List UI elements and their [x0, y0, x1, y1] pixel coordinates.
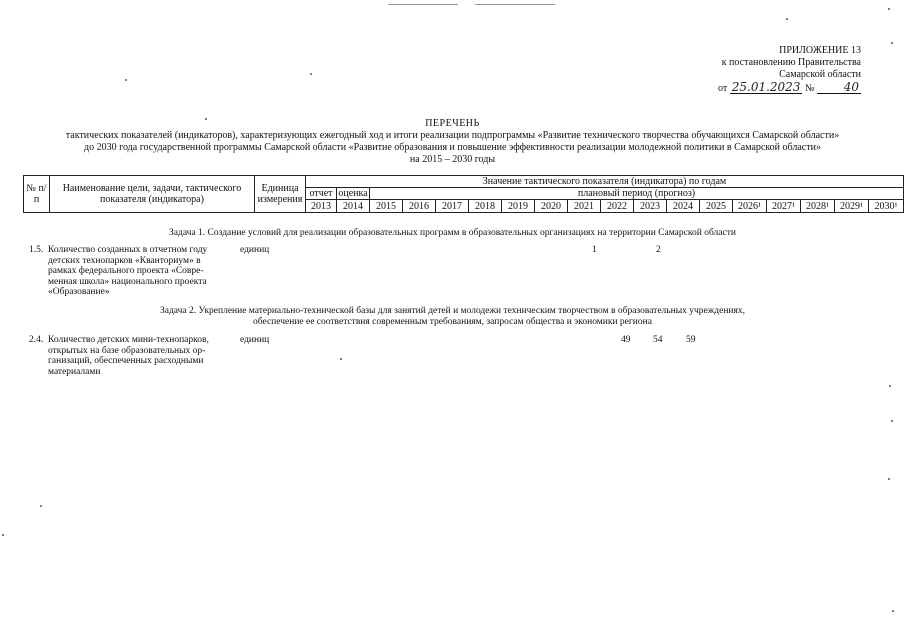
scan-speck: [888, 478, 890, 480]
scan-speck: [891, 42, 893, 44]
row-2-4-name-line: ганизаций, обеспеченных расходными: [48, 356, 204, 366]
scan-artifact-line: [388, 4, 458, 5]
col-header-unit: Единица измерения: [255, 176, 306, 213]
row-2-4-num: 2.4.: [29, 335, 44, 345]
scan-speck: [888, 8, 890, 10]
document-subtitle-2: до 2030 года государственной программы Самарской области «Развитие образования и повышение эффективности реализации молодежной политики в Самарской области»: [84, 142, 821, 153]
year-2029: 2029¹: [835, 200, 869, 213]
year-2017: 2017: [436, 200, 469, 213]
row-1-5-name: [48, 245, 233, 298]
row-2-4-value-2024: 54: [653, 335, 663, 345]
row-1-5-name-line: «Образование»: [48, 287, 110, 297]
date-prefix: от: [717, 83, 728, 94]
row-1-5-name-line: Количество созданных в отчетном году: [48, 245, 208, 255]
scan-speck: [889, 385, 891, 387]
task-2-title-line-2: обеспечение ее соответствия современным требованиям, запросам общества и экономики региона: [253, 317, 652, 327]
appendix-title: ПРИЛОЖЕНИЕ 13: [779, 45, 861, 56]
document-subtitle-3: на 2015 – 2030 годы: [409, 154, 496, 165]
scan-speck: [125, 79, 127, 81]
year-2019: 2019: [502, 200, 535, 213]
document-subtitle-1: тактических показателей (индикаторов), характеризующих ежегодный ход и итоги реализации подпрограммы «Развитие технического творчества обучающихся Самарской области»: [65, 130, 840, 141]
row-2-4-value-2023: 49: [621, 335, 631, 345]
scan-speck: [40, 505, 42, 507]
number-prefix: №: [804, 83, 815, 94]
indicator-table-header: [23, 175, 904, 213]
year-2014: 2014: [337, 200, 370, 213]
appendix-date-line: [718, 81, 861, 95]
scan-speck: [340, 358, 342, 360]
scan-speck: [892, 610, 894, 612]
scan-speck: [891, 420, 893, 422]
year-2026: 2026¹: [733, 200, 767, 213]
row-2-4-unit: единиц: [240, 335, 270, 345]
appendix-block: [718, 45, 861, 95]
task-2-title: [0, 306, 905, 328]
year-2023: 2023: [634, 200, 667, 213]
row-1-5-value-2024: 2: [656, 245, 661, 255]
year-2022: 2022: [601, 200, 634, 213]
col-header-value: Значение тактического показателя (индикатора) по годам: [306, 176, 904, 188]
year-2027: 2027¹: [767, 200, 801, 213]
row-2-4-name: [48, 335, 233, 377]
year-2021: 2021: [568, 200, 601, 213]
row-2-4-name-line: Количество детских мини-технопарков,: [48, 335, 209, 345]
col-header-report: отчет: [306, 188, 337, 200]
row-1-5-name-line: рамках федерального проекта «Совре-: [48, 266, 204, 276]
year-2013: 2013: [306, 200, 337, 213]
year-2024: 2024: [667, 200, 700, 213]
scan-artifact-line: [475, 4, 555, 5]
decree-date: 25.01.2023: [731, 80, 801, 94]
row-1-5-name-line: менная школа» национального проекта: [48, 276, 207, 287]
year-2018: 2018: [469, 200, 502, 213]
row-1-5-name-line: детских технопарков «Кванториум» в: [48, 255, 201, 266]
col-header-plan: плановый период (прогноз): [370, 188, 904, 200]
appendix-decree-line: к постановлению Правительства: [721, 57, 861, 68]
year-2025: 2025: [700, 200, 733, 213]
decree-number: 40: [817, 81, 861, 94]
col-header-name: Наименование цели, задачи, тактического показателя (индикатора): [50, 176, 255, 213]
document-title-block: [0, 118, 905, 166]
col-header-num: № п/п: [24, 176, 50, 213]
year-2020: 2020: [535, 200, 568, 213]
row-1-5-value-2022: 1: [592, 245, 597, 255]
year-2028: 2028¹: [801, 200, 835, 213]
appendix-region-line: Самарской области: [779, 69, 861, 80]
row-2-4-name-line: открытых на базе образовательных ор-: [48, 345, 206, 356]
col-header-estimate: оценка: [338, 188, 368, 199]
row-2-4-name-line: материалами: [48, 366, 101, 377]
scan-speck: [2, 534, 4, 536]
row-1-5-num: 1.5.: [29, 245, 44, 255]
year-2030: 2030¹: [869, 200, 904, 213]
scan-speck: [786, 18, 788, 20]
scan-speck: [310, 73, 312, 75]
task-1-title: Задача 1. Создание условий для реализации образовательных программ в образовательных организациях на территории Самарской области: [169, 228, 736, 238]
document-title: ПЕРЕЧЕНЬ: [425, 118, 480, 129]
task-2-title-line-1: Задача 2. Укрепление материально-технической базы для занятий детей и молодежи техническим творчеством в образовательных учреждениях,: [160, 306, 745, 316]
year-2015: 2015: [370, 200, 403, 213]
row-2-4-value-2025: 59: [686, 335, 696, 345]
row-1-5-unit: единиц: [240, 245, 270, 255]
year-2016: 2016: [403, 200, 436, 213]
